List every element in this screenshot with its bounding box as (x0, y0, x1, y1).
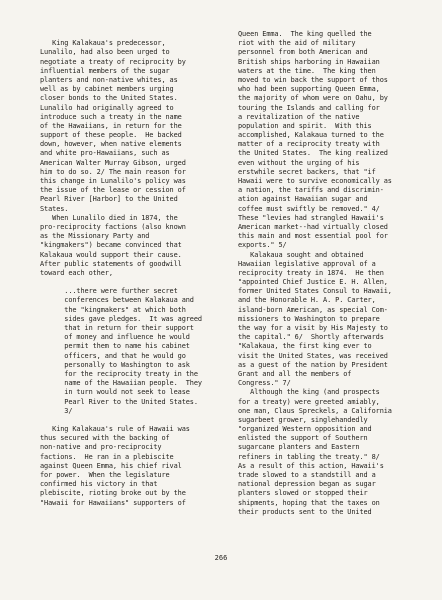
text-line: the capital." 6/ Shortly afterwards (238, 333, 384, 342)
text-line: British ships harboring in Hawaiian (238, 57, 380, 66)
text-line: sides gave pledges. It was agreed (40, 314, 202, 323)
text-line: non-native and pro-reciprocity (40, 443, 162, 452)
text-line: pro-reciprocity factions (also known (40, 222, 186, 231)
text-line: for power. When the legislature (40, 471, 170, 479)
text-line: waters at the time. The king then (238, 66, 376, 75)
text-line: erstwhile secret backers, that "if (238, 167, 376, 176)
text-line: Kalakaua would support their cause. (40, 250, 182, 259)
text-line: riot with the aid of military (238, 39, 356, 48)
text-line: missioners to Washington to prepare (238, 314, 380, 323)
text-line: "kingmakers") became convinced that (40, 241, 182, 250)
text-line: for the reciprocity treaty in the (40, 369, 198, 378)
text-line: King Kalakaua's rule of Hawaii was (40, 425, 190, 434)
text-line: closer bonds to the United States. (40, 94, 178, 103)
text-line: ...there were further secret (40, 287, 178, 296)
text-line: Lunalilo, had also been urged to (40, 48, 170, 57)
text-line: that in return for their support (40, 324, 194, 332)
text-line: and the Honorable H. A. P. Carter, (238, 296, 376, 305)
text-line: former United States Consul to Hawaii, (238, 287, 392, 296)
text-line: down, however, when native elements (40, 140, 182, 149)
text-line: trade slowed to a standstill and a (238, 471, 376, 479)
text-line (40, 30, 224, 39)
text-line: in turn would not seek to lease (40, 388, 190, 397)
text-line: the way for a visit by His Majesty to (238, 324, 388, 332)
text-line: shipments, hoping that the taxes on (238, 498, 380, 507)
text-line: reciprocity treaty in 1874. He then (238, 268, 384, 277)
text-line: accomplished, Kalakaua turned to the (238, 131, 384, 140)
text-line: When Lunalilo died in 1874, the (40, 213, 178, 222)
page-number: 266 (214, 554, 228, 562)
text-line: Pearl River to the United States. (40, 397, 198, 406)
text-line: negotiate a treaty of reciprocity by (40, 57, 186, 66)
text-line: American Walter Murray Gibson, urged (40, 158, 186, 167)
text-line: influential members of the sugar (40, 66, 170, 75)
text-line: These "levies had strangled Hawaii's (238, 213, 384, 222)
text-line: Although the king (and prospects (238, 388, 380, 397)
text-line: even without the urging of his (238, 158, 360, 167)
text-line: visit the United States, was received (238, 351, 388, 360)
text-line: factions. He ran in a plebiscite (40, 452, 174, 461)
text-line: planters slowed or stopped their (238, 489, 368, 498)
text-line: Hawaii were to survive economically as (238, 177, 392, 185)
text-line: the issue of the lease or cession of (40, 186, 186, 195)
text-line: introduce such a treaty in the name (40, 112, 182, 121)
text-line: the "kingmakers" at which both (40, 305, 186, 314)
text-line: toward each other, (40, 268, 113, 277)
text-line (40, 416, 224, 425)
text-line: the majority of whom were on Oahu, by (238, 94, 388, 103)
text-line (40, 278, 224, 287)
text-line: "Hawaii for Hawaiians" supporters of (40, 498, 186, 507)
text-line: a revitalization of the native (238, 112, 360, 121)
text-line: a nation, the tariffs and discrimin- (238, 186, 384, 195)
text-line: their products sent to the United (238, 507, 372, 516)
text-line: enlisted the support of Southern (238, 434, 368, 443)
left-text-column (40, 30, 224, 508)
text-line: this change in Lunalilo's policy was (40, 177, 186, 185)
text-line: national depression began as sugar (238, 480, 376, 489)
text-line: States. (40, 204, 69, 213)
text-line: refiners in tabling the treaty." 8/ (238, 452, 380, 461)
text-line: one man, Claus Spreckels, a California (238, 406, 392, 415)
text-line: As a result of this action, Hawaii's (238, 461, 384, 470)
text-line: the United States. The king realized (238, 149, 388, 158)
text-line: name of the Hawaiian people. They (40, 379, 202, 388)
text-line: of money and influence he would (40, 333, 190, 342)
text-line: as the Missionary Party and (40, 232, 150, 241)
text-line: Hawaiian legislative approval of a (238, 259, 376, 268)
text-line: Congress." 7/ (238, 379, 291, 388)
text-line: island-born American, as special Com- (238, 305, 388, 314)
right-text-column (238, 30, 414, 517)
text-line: support of these people. He backed (40, 131, 182, 140)
text-line: against Queen Emma, his chief rival (40, 461, 182, 470)
text-line: "organized Western opposition and (238, 425, 372, 434)
text-line: sugarbeet grower, singlehandedly (238, 415, 368, 424)
text-line: exports." 5/ (238, 241, 287, 250)
text-line: well as by cabinet members urging (40, 85, 174, 94)
text-line: King Kalakaua's predecessor, (40, 39, 166, 48)
text-line: "appointed Chief Justice E. H. Allen, (238, 278, 388, 287)
text-line: as a guest of the nation by President (238, 360, 388, 369)
text-line: Kalakaua sought and obtained (238, 250, 364, 259)
text-line: planters and non-native whites, as (40, 75, 178, 84)
text-line: coffee must swiftly be removed." 4/ (238, 204, 380, 213)
text-line: plebiscite, rioting broke out by the (40, 489, 186, 498)
text-line: thus secured with the backing of (40, 434, 170, 443)
text-line: matter of a reciprocity treaty with (238, 140, 380, 149)
text-line: personnel from both American and (238, 48, 368, 57)
text-line: and white pro-Hawaiians, such as (40, 149, 170, 158)
text-line: officers, and that he would go (40, 351, 186, 360)
text-line: touring the Islands and calling for (238, 103, 380, 112)
text-line: Pearl River [Harbor] to the United (40, 195, 178, 204)
text-line: conferences between Kalakaua and (40, 296, 194, 305)
text-line: population and spirit. With this (238, 121, 372, 130)
text-line: Grant and all the members of (238, 369, 352, 378)
text-line: moved to win back the support of thos (238, 75, 388, 84)
text-line: permit them to name his cabinet (40, 342, 190, 351)
text-line: sugarcane planters and Eastern (238, 443, 360, 452)
text-line: ation against Hawaiian sugar and (238, 195, 368, 204)
text-line: 3/ (40, 406, 73, 415)
text-line: personally to Washington to ask (40, 360, 190, 369)
text-line: of the Hawaiians, in return for the (40, 121, 182, 130)
text-line: confirmed his victory in that (40, 480, 158, 489)
text-line: this main and most essential pool for (238, 232, 388, 241)
text-line: him to do so. 2/ The main reason for (40, 167, 186, 176)
text-line: for a treaty) were greeted amiably, (238, 397, 380, 406)
text-line: After public statements of goodwill (40, 259, 182, 268)
text-line: Queen Emma. The king quelled the (238, 30, 372, 38)
text-line: Lunalilo had originally agreed to (40, 103, 174, 112)
text-line: who had been supporting Queen Emma, (238, 85, 380, 94)
text-line: "Kalakaua, the first king ever to (238, 342, 372, 351)
text-line: American market--had virtually closed (238, 222, 388, 231)
